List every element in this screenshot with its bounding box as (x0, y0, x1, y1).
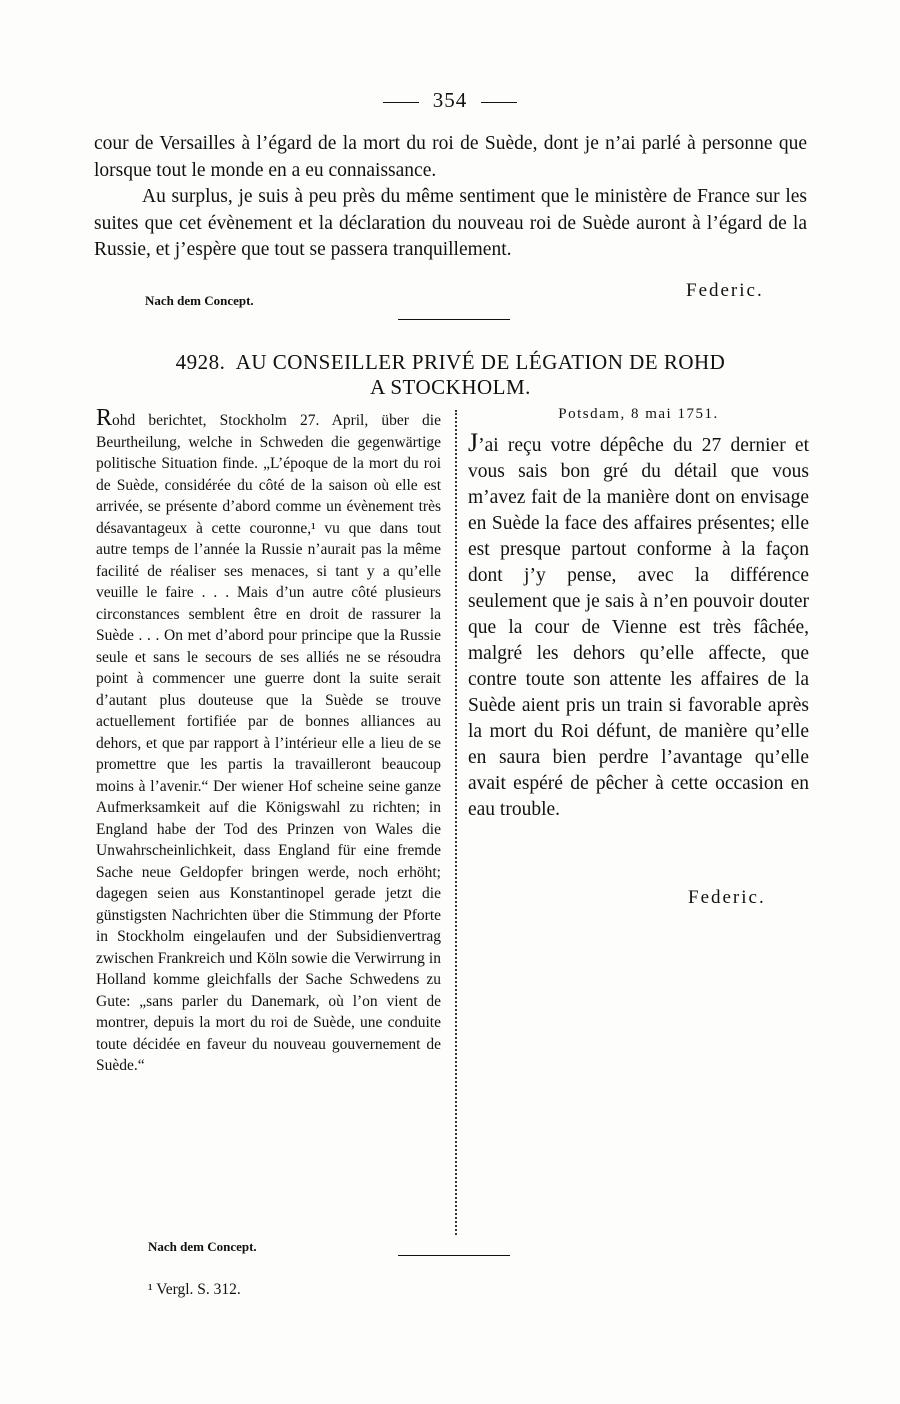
source-note-top: Nach dem Concept. (145, 293, 254, 308)
footnote: ¹ Vergl. S. 312. (148, 1281, 241, 1298)
body-dropcap: J (468, 428, 479, 457)
summary-text: ohd berichtet, Stockholm 27. April, über die Beurtheilung, welche in Schweden die gegenwärtige politische Situation finde. „L’époque de la mort du roi de Suède, considérée du côté de la saison où elle est arrivée, se présente d’abord comme un évènement très désavantageux à cette couronne,¹ vu que dans tout autre temps de l’année la Russie n’aurait pas la même facilité de réaliser ses menaces, si tant y a qu’elle veuille le faire . . . Mais d’un autre côté plusieurs circonstances semblent être en droit de rassurer la Suède . . . On met d’abord pour principe que la Russie seule et sans le secours de ses alliés ne se résoudra point à commencer une guerre dont la suite serait d’autant plus douteuse que la Suède se trouve actuellement fortifiée par de bonnes alliances au dehors, et que par rapport à l’intérieur elle a lieu de se promettre que les partis la travailleront beaucoup moins à l’avenir.“ Der wiener Hof scheine seine ganze Aufmerksamkeit auf die Königswahl zu richten; in England habe der Tod des Prinzen von Wales die Unwahrscheinlichkeit, dass England für eine fremde Sache neue Geldopfer bringen werde, noch erhöht; dagegen seien aus Konstantinopel gerade jetzt die günstigsten Nachrichten über die Stimmung der Pforte in Stockholm eingelaufen und der Subsidienvertrag zwischen Frankreich und Köln sowie die Verwirrung in Holland komme gleichfalls der Sache Schwedens zu Gute: „sans parler du Danemark, où l’on vient de montrer, depuis la mort du roi de Suède, une conduite toute décidée en faveur du nouveau gouvernement de Suède.“ (96, 412, 441, 1074)
continued-letter-text (94, 131, 807, 264)
letter-heading (94, 350, 807, 400)
source-note-summary: Nach dem Concept. (148, 1239, 257, 1254)
letter-title-line-1: AU CONSEILLER PRIVÉ DE LÉGATION DE ROHD (235, 350, 726, 374)
footnote-divider-rule (398, 1255, 510, 1256)
page-number-dash-left (383, 102, 419, 103)
report-summary-column (96, 405, 441, 1077)
letter-number: 4928. (175, 350, 226, 374)
continued-paragraph-2: Au surplus, je suis à peu près du même sentiment que le ministère de France sur les suites que cet évènement et la déclaration du nouveau roi de Suède auront à l’égard de la Russie, et j’espère que tout se passera tranquillement. (94, 186, 807, 260)
letter-body-text: ’ai reçu votre dépêche du 27 dernier et vous sais bon gré du détail que vous m’avez fait de la manière dont on envisage en Suède la face des affaires présentes; elle est presque partout conforme à la façon dont j’y pense, avec la différence seulement que je sais à n’en pouvoir douter que la cour de Vienne est très fâchée, malgré les dehors qu’elle affecte, que contre toute son attente les affaires de la Suède aient pris un train si favorable après la mort du Roi défunt, de manière qu’elle en saura bien perdre l’avantage qu’elle avait espéré de pêcher à cette occasion en eau trouble. (468, 435, 809, 820)
summary-dropcap: R (96, 405, 113, 431)
letter-body-column (468, 430, 809, 823)
page-number (0, 88, 900, 113)
signature-letter: Federic. (688, 887, 766, 908)
place-date: Potsdam, 8 mai 1751. (558, 406, 719, 422)
letter-heading-line-1 (94, 350, 807, 375)
signature-top: Federic. (686, 280, 764, 301)
letter-title-line-2: A STOCKHOLM. (370, 375, 531, 399)
column-divider (455, 410, 457, 1235)
continued-paragraph-1: cour de Versailles à l’égard de la mort du roi de Suède, dont je n’ai parlé à personne que lorsque tout le monde en a eu connaissance. (94, 133, 807, 181)
page-number-text: 354 (432, 88, 468, 112)
section-divider-rule (398, 319, 510, 320)
page-number-dash-right (481, 102, 517, 103)
